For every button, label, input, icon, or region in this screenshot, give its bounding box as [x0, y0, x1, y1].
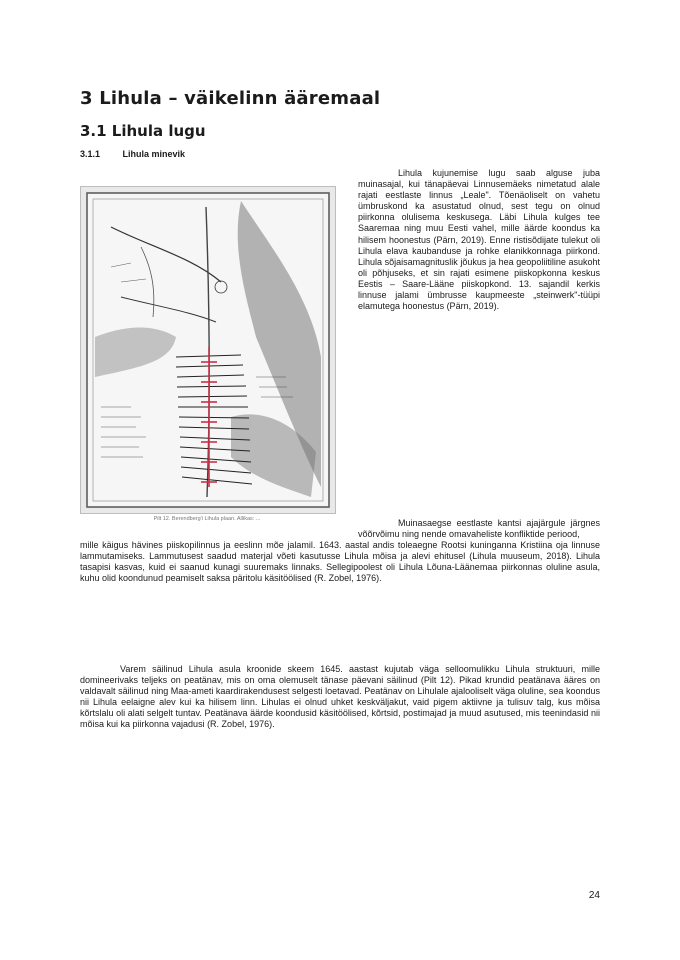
chapter-title: 3 Lihula – väikelinn ääremaal — [80, 88, 381, 109]
subsection-heading — [80, 149, 185, 159]
historic-map-figure — [80, 186, 336, 514]
paragraph-after-figure — [80, 518, 600, 585]
historic-map-sketch — [81, 187, 335, 513]
paragraph-2: Varem säilinud Lihula asula kroonide skeem 1645. aastast kujutab väga selloomulikku Lihula struktuuri, mille domineerivaks teljeks on peatänav, mis on oma olemuselt tänase päevani säilinud (Pilt 12). Pikad krundid peatänava ääres on valdavalt säilinud ning Maa-ameti kaardirakendusest selgesti loetavad. Peatänav on Lihulale ajalooliselt väga oluline, sea koondus nii Lihula eelaigne alev kui ka hilisem linn. Lihulas ei olnud uhket keskväljakut, vaid pigem aktiivne ja tulisuv talg, kus mõisa kõrtslalu oli alati selgelt tuntav. Peatänava äärde koondusid käsitöölised, kõrtsid, postimajad ja muud asutused, mis teenindasid nii mõisa kui ka piirkonna vajadusi (R. Zobel, 1976). — [80, 664, 600, 730]
section-title: 3.1 Lihula lugu — [80, 122, 206, 140]
paragraph-after-figure-rest: mille käigus hävines piiskopilinnus ja eeslinn mõe jalamil. 1643. aastal andis toleaegne Rootsi kuninganna Kristiina oja linnuse lammutamiseks. Lammutusest saadud materjal võeti kasutusse Lihula mõisa ja alevi ehitusel (Lihula muuseum, 2018). Lihula tasapisi kasvas, kuid ei saanud kunagi suuremaks linnaks. Sellegipoolest oli Lihula Lõuna-Läänemaa piirkonnas oluline asula, kuhu olid koondunud peamiselt saksa päritolu käsitöölised (R. Zobel, 1976). — [80, 540, 600, 584]
page-number: 24 — [588, 890, 600, 901]
subsection-number: 3.1.1 — [80, 149, 101, 159]
subsection-title: Lihula minevik — [122, 149, 186, 159]
paragraph-side: Lihula kujunemise lugu saab alguse juba muinasajal, kui tänapäevai Linnusemäeks nimetatud alale rajati eestlaste linnus „Leale". Tõenäoliselt on vahetu ümbruskond ka asustatud olnud, sest tegu on olnud piirkonna olulisema keskusega. Läbi Lihula kulges tee Saaremaa ning muu Eesti vahel, mille äärde koondus ka hilisem hoonestus (Pärn, 2019). Enne ristisõdijate tulekut oli Lihula elava kaubanduse ja rohke elanikkonnaga piirkond. Lihula sõjaisamagnituslik jõukus ja hea geopoliitiline asukoht oli põhjuseks, et sin rajati esimene piiskopkonna keskus Eestis – Saare-Lääne piiskopkond. 13. sajandil kerkis linnuse jalami ümbrusse kaupmeeste „steinwerk"-tüüpi elamutega hoonestus (Pärn, 2019). — [358, 168, 600, 312]
paragraph-after-figure-text: Muinasaegse eestlaste kantsi ajajärgule järgnes võõrvõimu ning nende omavaheliste konfliktide periood, — [358, 518, 600, 540]
figure-caption: Pilt 12. Berendberg'i Lihula plaan. Allikas: ... — [153, 516, 261, 522]
